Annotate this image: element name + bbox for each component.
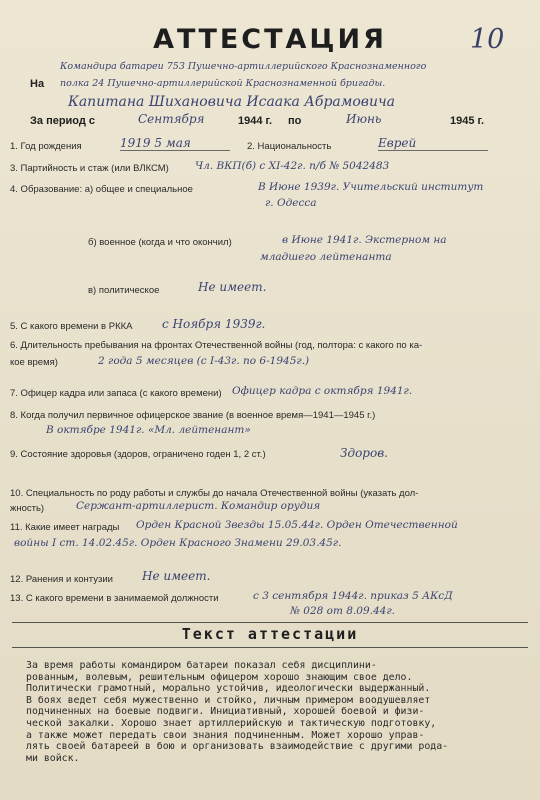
text-line: Политически грамотный, морально устойчив, идеологически выдержанный. bbox=[26, 683, 431, 695]
label-po: по bbox=[288, 115, 302, 127]
field-3-label: 3. Партийность и стаж (или ВЛКСМ) bbox=[10, 163, 169, 174]
field-6-value: 2 года 5 месяцев (с I-43г. по 6-1945г.) bbox=[98, 355, 310, 367]
field-4c-label: в) политическое bbox=[88, 285, 160, 296]
text-line: лять своей батареей в бою и организовать взаимодействие с другими рода- bbox=[26, 741, 449, 753]
field-4b-value-line2: младшего лейтенанта bbox=[260, 251, 392, 263]
field-12-label: 12. Ранения и контузии bbox=[10, 574, 113, 585]
section-title: Текст аттестации bbox=[181, 625, 359, 643]
text-line: За время работы командиром батареи показал себя дисциплини- bbox=[26, 660, 377, 671]
field-13-value-line1: с 3 сентября 1944г. приказ 5 АКсД bbox=[253, 590, 453, 602]
year-from: 1944 г. bbox=[238, 115, 273, 127]
field-4b-value-line1: в Июне 1941г. Экстерном на bbox=[282, 234, 447, 246]
field-10-label-line2: жность) bbox=[10, 503, 45, 514]
field-8-value: В октябре 1941г. «Мл. лейтенант» bbox=[46, 424, 251, 436]
label-period: За период с bbox=[30, 115, 96, 127]
field-2-label: 2. Национальность bbox=[247, 141, 332, 152]
field-9-label: 9. Состояние здоровья (здоров, ограничено годен 1, 2 ст.) bbox=[10, 449, 266, 460]
field-4b-label: б) военное (когда и что окончил) bbox=[88, 237, 232, 248]
document-title: АТТЕСТАЦИЯ bbox=[153, 24, 387, 55]
field-1-label: 1. Год рождения bbox=[10, 141, 82, 152]
field-1-value: 1919 5 мая bbox=[120, 136, 230, 151]
text-line: подчиненных на боевые подвиги. Инициативный, хорошей боевой и физи- bbox=[26, 706, 425, 718]
field-10-value: Сержант-артиллерист. Командир орудия bbox=[76, 500, 321, 512]
year-to: 1945 г. bbox=[450, 115, 485, 127]
field-10-label-line1: 10. Специальность по роду работы и службы до начала Отечественной войны (указать дол- bbox=[10, 488, 419, 499]
field-11-label: 11. Какие имеет награды bbox=[10, 522, 120, 533]
attestation-text bbox=[26, 660, 526, 764]
commander-of-battery-handwritten: Командира батареи 753 Пушечно-артиллерийского Краснознаменного bbox=[60, 61, 427, 72]
text-line: рованным, волевым, решительным офицером хорошо знающим свое дело. bbox=[26, 671, 413, 683]
regiment-handwritten: полка 24 Пушечно-артиллерийской Краснознаменной бригады. bbox=[60, 78, 386, 89]
field-13-value-line2: № 028 от 8.09.44г. bbox=[290, 605, 395, 617]
text-line: В боях ведет себя мужественно и стойко, личным примером воодушевляет bbox=[26, 694, 431, 706]
field-6-label-line1: 6. Длительность пребывания на фронтах Отечественной войны (год, полтора: с какого по ка- bbox=[10, 340, 423, 351]
field-4-value-line2: г. Одесса bbox=[265, 197, 317, 209]
field-7-value: Офицер кадра с октября 1941г. bbox=[232, 385, 413, 397]
bottom-divider bbox=[12, 647, 528, 648]
text-line: а также может передать свои знания подчиненным. Может хорошо управ- bbox=[26, 729, 425, 741]
field-8-label: 8. Когда получил первичное офицерское звание (в военное время—1941—1945 г.) bbox=[10, 410, 376, 421]
field-9-value: Здоров. bbox=[340, 446, 389, 460]
field-11-value-line1: Орден Красной Звезды 15.05.44г. Орден Отечественной bbox=[136, 519, 458, 531]
text-line: ми войск. bbox=[26, 752, 80, 764]
field-4c-value: Не имеет. bbox=[198, 280, 267, 294]
field-3-value: Чл. ВКП(б) с XI-42г. п/б № 5042483 bbox=[195, 160, 390, 172]
field-7-label: 7. Офицер кадра или запаса (с какого времени) bbox=[10, 388, 222, 399]
period-from-handwritten: Сентября bbox=[138, 112, 205, 126]
field-12-value: Не имеет. bbox=[142, 569, 211, 583]
page-number: 10 bbox=[470, 24, 505, 55]
field-13-label: 13. С какого времени в занимаемой должности bbox=[10, 593, 219, 604]
field-2-value: Еврей bbox=[378, 136, 488, 151]
period-to-handwritten: Июнь bbox=[346, 112, 382, 126]
text-line: ческой закалки. Хорошо знает артиллерийскую и тактическую подготовку, bbox=[26, 717, 437, 729]
person-name-handwritten: Капитана Шихановича Исаака Абрамовича bbox=[68, 94, 396, 110]
label-na: На bbox=[30, 78, 45, 90]
field-4-value-line1: В Июне 1939г. Учительский институт bbox=[258, 181, 484, 193]
top-divider bbox=[12, 622, 528, 623]
field-5-label: 5. С какого времени в РККА bbox=[10, 321, 133, 332]
field-4-label: 4. Образование: а) общее и специальное bbox=[10, 184, 193, 195]
field-11-value-line2: войны I ст. 14.02.45г. Орден Красного Знамени 29.03.45г. bbox=[14, 537, 342, 549]
field-6-label-line2: кое время) bbox=[10, 357, 58, 368]
field-5-value: с Ноября 1939г. bbox=[162, 317, 266, 331]
